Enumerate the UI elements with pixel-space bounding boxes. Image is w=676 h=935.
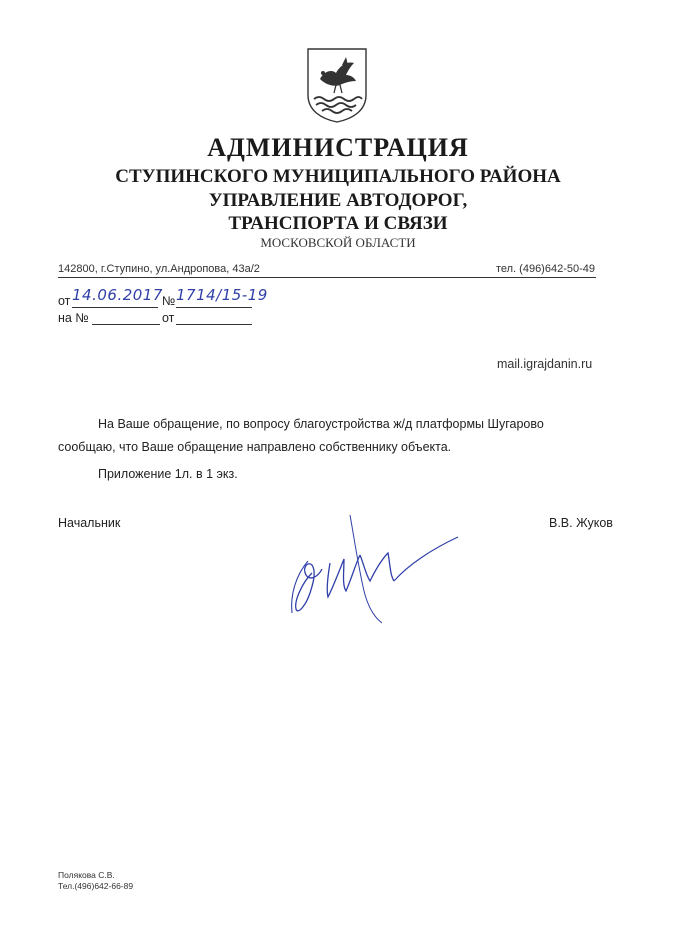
reply-date-underline xyxy=(176,324,252,325)
org-subtitle-transport: ТРАНСПОРТА И СВЯЗИ xyxy=(228,213,448,234)
signatory-name: В.В. Жуков xyxy=(549,516,613,530)
phone: тел. (496)642-50-49 xyxy=(495,263,595,275)
body-paragraph-1-continued: сообщаю, что Ваше обращение направлено собственнику объекта. xyxy=(58,440,452,454)
date-underline xyxy=(72,307,158,308)
coat-of-arms-icon xyxy=(306,47,368,123)
reply-from-label: от xyxy=(162,311,175,325)
reply-number-label: на № xyxy=(58,311,89,325)
executor-phone: Тел.(496)642-66-89 xyxy=(58,881,134,891)
contact-line xyxy=(58,262,596,278)
handwritten-date: 14.06.2017 xyxy=(72,286,163,304)
number-label: № xyxy=(162,294,176,308)
reply-number-underline xyxy=(92,324,160,325)
executor-name: Полякова С.В. xyxy=(58,870,115,880)
executor-block xyxy=(58,870,133,892)
number-underline xyxy=(176,307,252,308)
org-subtitle-department: УПРАВЛЕНИЕ АВТОДОРОГ, xyxy=(208,190,468,211)
address: 142800, г.Ступино, ул.Андропова, 43а/2 xyxy=(58,263,260,275)
attachment-note: Приложение 1л. в 1 экз. xyxy=(98,467,238,481)
from-label: от xyxy=(58,294,71,308)
org-region: МОСКОВСКОЙ ОБЛАСТИ xyxy=(260,235,416,250)
signature-icon xyxy=(282,513,472,628)
body-paragraph-1: На Ваше обращение, по вопросу благоустройства ж/д платформы Шугарово xyxy=(98,417,544,431)
signatory-position: Начальник xyxy=(58,516,121,530)
org-subtitle-district: СТУПИНСКОГО МУНИЦИПАЛЬНОГО РАЙОНА xyxy=(115,166,561,187)
recipient-email: mail.igrajdanin.ru xyxy=(497,357,593,371)
handwritten-number: 1714/15-19 xyxy=(176,286,268,304)
org-title: АДМИНИСТРАЦИЯ xyxy=(207,133,469,162)
